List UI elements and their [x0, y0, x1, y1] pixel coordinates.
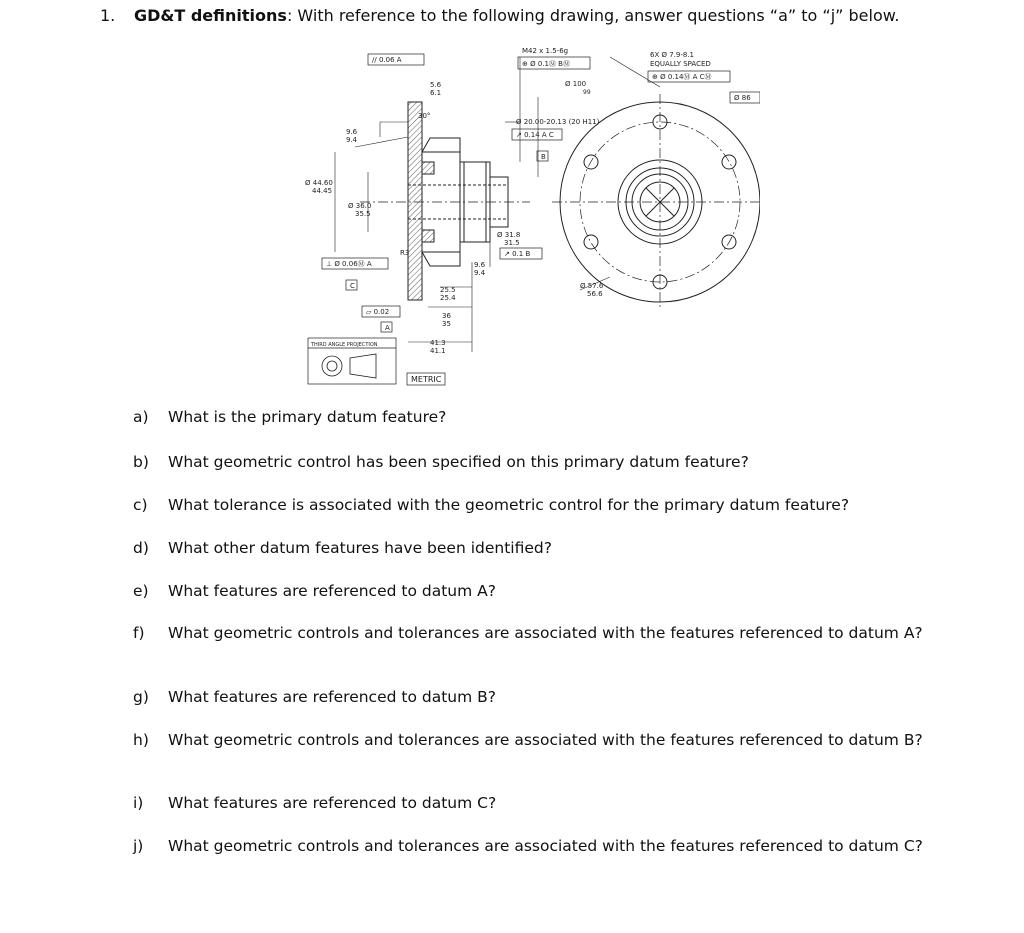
- dim-9-4: 9.4: [346, 136, 358, 144]
- bolt-circle-dia: Ø 86: [734, 94, 751, 102]
- dim-35: 35: [442, 320, 451, 328]
- drawing-callouts: [305, 47, 760, 385]
- dia-44-60: Ø 44.60: [305, 179, 333, 187]
- dia-100-lower: 99: [583, 89, 591, 96]
- runout2-fcf: ↗ 0.1 B: [504, 250, 531, 258]
- dim-9-4b: 9.4: [474, 269, 486, 277]
- dim-36: 36: [442, 312, 451, 320]
- dim-9-6b: 9.6: [474, 261, 486, 269]
- dim-41-3: 41.3: [430, 339, 446, 347]
- dia-31-8: Ø 31.8: [497, 231, 521, 239]
- bolt-position-fcf: ⊕ Ø 0.1Ⓜ BⓂ: [522, 60, 570, 68]
- heading-instructions: : With reference to the following drawing, answer questions “a” to “j” below.: [286, 6, 900, 25]
- dim-5-6: 5.6: [430, 81, 442, 89]
- thread-callout: M42 x 1.5-6g: [522, 47, 569, 55]
- question-heading: [100, 6, 899, 25]
- bore-dia: Ø 20.00-20.13 (20 H11): [516, 118, 600, 126]
- radius-3: R3: [400, 249, 410, 257]
- holes-note: 6X Ø 7.9-8.1: [650, 51, 694, 59]
- angle-30: 30°: [418, 112, 431, 120]
- dim-25-5: 25.5: [440, 286, 456, 294]
- dia-36-0: Ø 36.0: [348, 202, 372, 210]
- projection-label: THIRD ANGLE PROJECTION: [311, 342, 378, 348]
- dia-100: Ø 100: [565, 80, 587, 88]
- metric-label: METRIC: [411, 375, 442, 384]
- engineering-drawing: [290, 42, 760, 387]
- holes-spacing: EQUALLY SPACED: [650, 60, 711, 68]
- dim-6-1: 6.1: [430, 89, 442, 97]
- datum-a: A: [385, 324, 390, 332]
- runout-fcf: ↗ 0.14 A C: [516, 131, 554, 139]
- dia-44-45: 44.45: [312, 187, 333, 195]
- flatness-fcf: ▱ 0.02: [366, 308, 390, 316]
- heading-title: GD&T definitions: [134, 6, 287, 25]
- perpendicularity-fcf: ⊥ Ø 0.06Ⓜ A: [326, 260, 372, 268]
- holes-fcf: ⊕ Ø 0.14Ⓜ A CⓂ: [652, 73, 712, 81]
- question-number: 1.: [100, 6, 116, 25]
- parallelism-fcf: // 0.06 A: [372, 56, 402, 64]
- datum-c: C: [350, 282, 355, 290]
- dia-31-5: 31.5: [504, 239, 520, 247]
- dia-57-6: Ø 57.6: [580, 282, 604, 290]
- dia-35-5: 35.5: [355, 210, 371, 218]
- dim-41-1: 41.1: [430, 347, 446, 355]
- dim-9-6: 9.6: [346, 128, 358, 136]
- dim-25-4: 25.4: [440, 294, 456, 302]
- datum-b: B: [541, 153, 546, 161]
- dia-56-6: 56.6: [587, 290, 603, 298]
